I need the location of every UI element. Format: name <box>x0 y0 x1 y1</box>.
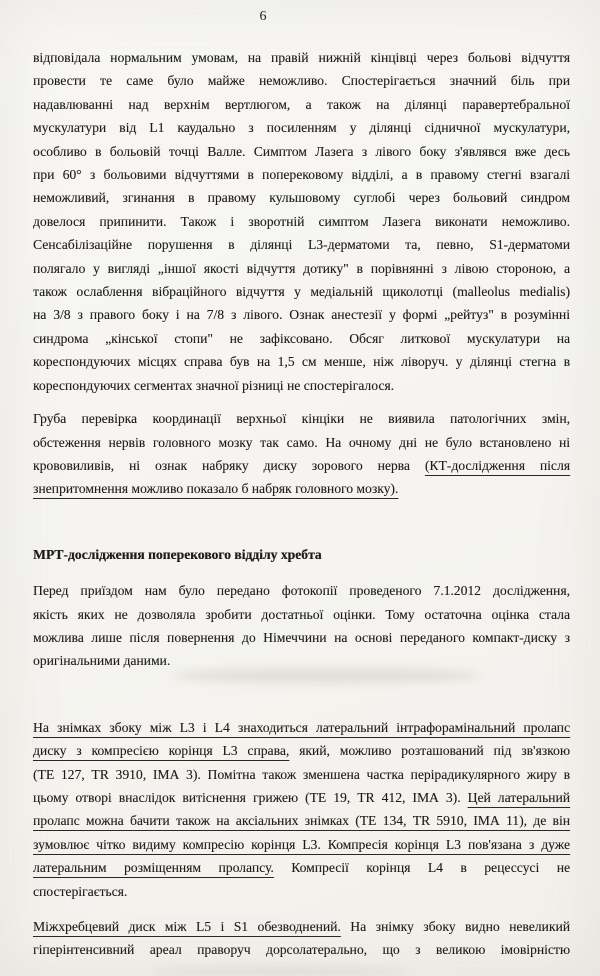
text-segment: (ТЕ 127, TR 3910, ІМА 3). Помітна також зменшена частка перірадикулярного жиру в <box>33 766 570 782</box>
text-line <box>33 280 570 303</box>
text-segment: Компресії корінця L4 в рецессусі не <box>273 860 570 876</box>
text-line <box>33 649 570 672</box>
paragraph <box>33 407 570 501</box>
text-line <box>33 915 570 938</box>
pen-underlined-text: Цей латеральний <box>467 789 570 805</box>
text-segment: на 3/8 з правого боку і на 7/8 з лівого. Ознак анестезії у формі „рейтуз" в розумінні <box>33 307 570 323</box>
text-line <box>33 626 570 649</box>
text-line <box>33 880 570 903</box>
text-line <box>33 140 570 163</box>
document-body <box>33 46 570 962</box>
text-line <box>33 233 570 256</box>
text-line <box>33 186 570 209</box>
text-line <box>33 579 570 602</box>
text-segment: полягало у вигляді „іншої якості відчуття дотику" в порівнянні з лівою стороною, а <box>33 260 570 276</box>
text-line <box>33 303 570 326</box>
text-segment: крововиливів, ні ознак набряку диску зорового нерва <box>33 457 425 473</box>
paragraph <box>33 915 570 962</box>
text-line <box>33 603 570 626</box>
section-heading <box>33 543 570 566</box>
text-segment: цьому отворі внаслідок витіснення грижею (ТЕ 19, TR 412, ІМА 3). <box>33 789 468 805</box>
text-segment: Груба перевірка координації верхньої кінціки не виявила патологічних змін, <box>33 411 570 427</box>
text-line <box>33 163 570 186</box>
text-segment: Перед приїздом нам було передано фотокопії проведеного 7.1.2012 дослідження, <box>33 583 570 599</box>
text-line <box>33 93 570 116</box>
text-line <box>33 856 570 879</box>
text-line <box>33 833 570 856</box>
pen-underlined-text: латеральним розміщенням пролапсу. <box>33 860 274 876</box>
text-segment: оригінальними даними. <box>33 653 171 669</box>
paragraph <box>33 46 570 397</box>
text-segment: особливо в больовій точці Валле. Симптом Лазега з лівого боку з'являвся вже десь <box>33 143 570 159</box>
pen-underlined-text: Міжхребцевий диск між L5 і S1 обезводнений. <box>33 919 341 934</box>
text-line <box>33 938 570 961</box>
page-number: 6 <box>259 9 268 24</box>
text-line <box>33 116 570 139</box>
text-line <box>33 809 570 832</box>
text-line <box>33 407 570 430</box>
text-segment: обстеження нервів головного мозку так само. На очному дні не було встановлено ні <box>33 434 570 450</box>
text-line <box>33 374 570 397</box>
text-line <box>33 786 570 809</box>
pen-underlined-text: На знімках збоку між L3 і L4 знаходиться латеральний інтрафорамінальний пролапс <box>33 719 570 735</box>
text-segment: спостерігається. <box>33 883 128 899</box>
text-segment: кореспондуючих сегментах значної різниці не спостерігалося. <box>33 377 395 393</box>
scan-smudge-artifact <box>150 966 410 976</box>
text-segment: гіперінтенсивний ареал праворуч дорсолатерально, що з великою імовірністю <box>33 942 570 958</box>
text-line <box>33 716 570 739</box>
text-segment: неможливий, згинання в правому кульшовому суглобі через больовий синдром <box>33 190 570 206</box>
text-segment: при 60° з больовими відчуттями в поперековому відділі, а в правому стегні взагалі <box>33 167 570 183</box>
text-line <box>33 257 570 280</box>
text-segment: синдрома „кінської стопи" не зафіксовано. Обсяг литкової мускулатури на <box>33 330 570 346</box>
text-line <box>33 327 570 350</box>
pen-underlined-text: диску з компресією корінця L3 справа, <box>33 743 290 759</box>
text-segment: якість яких не дозволяла зробити достатньої оцінки. Тому остаточна оцінка стала <box>33 606 570 622</box>
pen-underlined-text: знепритомнення можливо показало б набряк головного мозку). <box>33 481 399 497</box>
text-segment: відповідала нормальним умовам, на правій нижній кінцівці через больові відчуття <box>33 50 570 65</box>
text-line <box>33 763 570 786</box>
text-segment: довелося припинити. Також і зворотній симптом Лазега виконати неможливо. <box>33 213 570 229</box>
text-line <box>33 210 570 233</box>
text-segment: провести те саме було майже неможливо. Спостерігається значний біль при <box>33 73 570 89</box>
text-line <box>33 454 570 477</box>
paragraph <box>33 579 570 673</box>
text-line <box>33 739 570 762</box>
text-segment: кореспондуючих місцях справа був на 1,5 см менше, ніж ліворуч. у ділянці стегна в <box>33 354 570 370</box>
text-line <box>33 431 570 454</box>
paragraph <box>33 716 570 903</box>
text-line <box>33 477 570 500</box>
text-line <box>33 543 570 566</box>
text-line <box>33 69 570 92</box>
pen-underlined-text: зумовлює чітко видиму компресію корінця L3. Компресія корінця L3 пов'язана з дуже <box>33 836 570 852</box>
pen-underlined-text: пролапс можна бачити також на аксіальних знімках (ТЕ 134, TR 5910, ІМА 11), де він <box>33 813 570 829</box>
text-segment: надавлюванні над верхнім вертлюгом, а також на ділянці паравертебральної <box>33 96 570 112</box>
text-segment: можлива лише після повернення до Німеччини на основі переданого компакт-диску з <box>33 629 570 645</box>
text-segment: МРТ-дослідження поперекового відділу хребта <box>33 546 322 562</box>
text-segment: також ослаблення вібраційного відчуття у медіальній щиколотці (malleolus medialis) <box>33 284 570 300</box>
text-line <box>33 46 570 69</box>
text-segment: який, можливо розташований під зв'язкою <box>289 743 570 759</box>
text-line <box>33 350 570 373</box>
text-segment: Сенсабілізаційне порушення в ділянці L3-дерматоми та, певно, S1-дерматоми <box>33 237 570 253</box>
text-segment: На знімку збоку видно невеликий <box>340 919 570 934</box>
text-segment: мускулатури від L1 каудально з посиленням у ділянці сідничної мускулатури, <box>33 120 570 136</box>
pen-underlined-text: (КТ-дослідження після <box>424 457 570 473</box>
